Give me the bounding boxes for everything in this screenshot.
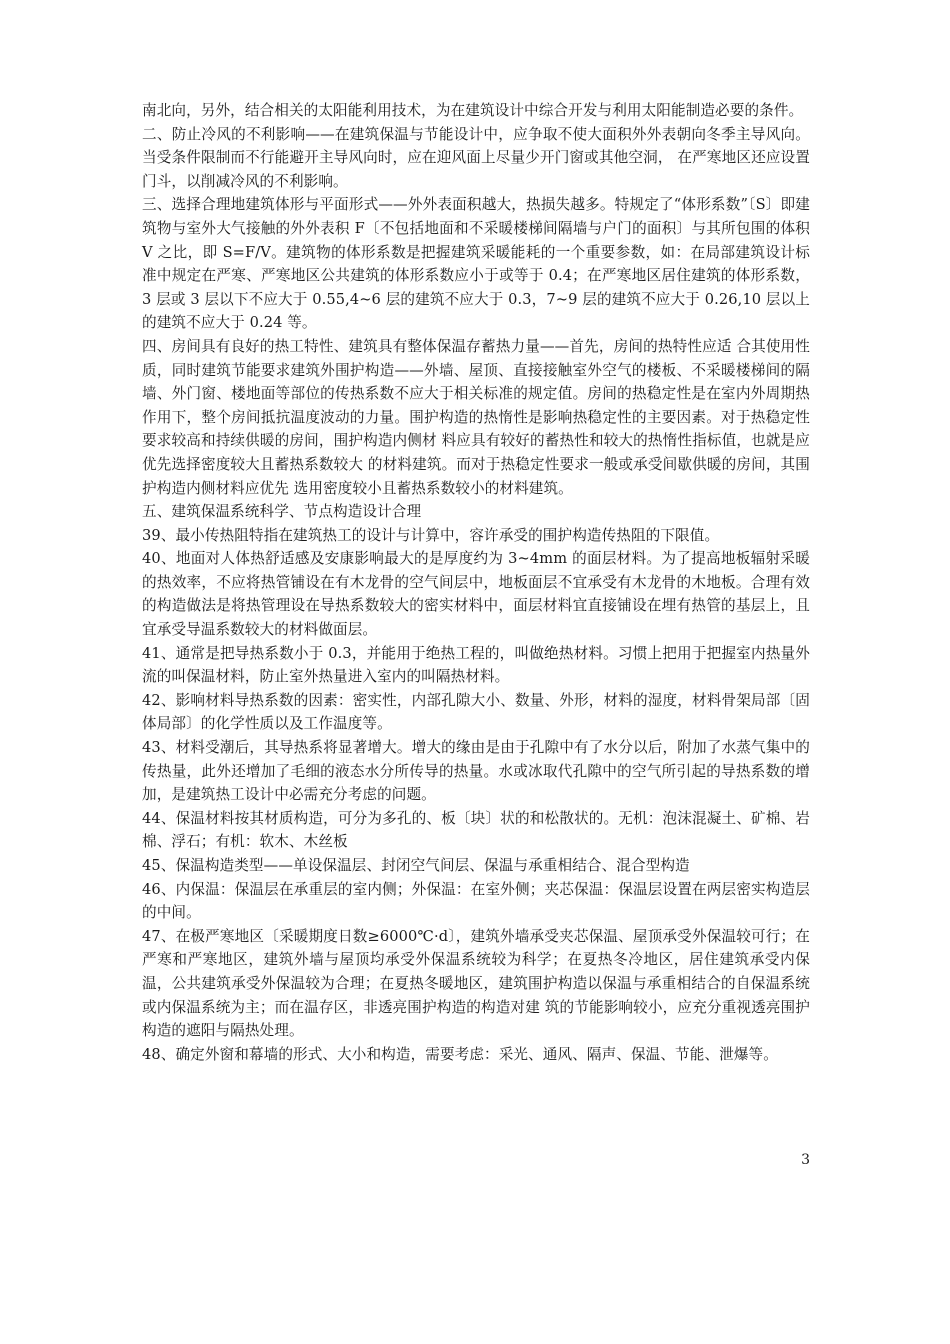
paragraph-48: 48、确定外窗和幕墙的形式、大小和构造，需要考虑：采光、通风、隔声、保温、节能、泄爆等。 [142, 1045, 778, 1063]
paragraph-41: 41、通常是把导热系数小于 0.3，并能用于绝热工程的，叫做绝热材料。习惯上把用于把握室内热量外流的叫保温材料，防止室外热量进入室内的叫隔热材料。 [142, 644, 810, 686]
paragraph-44: 44、保温材料按其材质构造，可分为多孔的、板〔块〕状的和松散状的。无机：泡沫混凝土、矿棉、岩棉、浮石；有机：软木、木丝板 [142, 809, 810, 851]
paragraph-43: 43、材料受潮后，其导热系将显著增大。增大的缘由是由于孔隙中有了水分以后，附加了水蒸气集中的传热量，此外还增加了毛细的液态水分所传导的热量。水或冰取代孔隙中的空气所引起的导热系数的增加，是建筑热工设计中必需充分考虑的问题。 [142, 739, 810, 804]
paragraph-39: 39、最小传热阻特指在建筑热工的设计与计算中，容许承受的围护构造传热阻的下限值。 [142, 526, 720, 544]
page-number: 3 [801, 1152, 810, 1168]
paragraph-item-3: 三、选择合理地建筑体形与平面形式——外外表面积越大，热损失越多。特规定了“体形系数”〔S〕即建筑物与室外大气接触的外外表积 F〔不包括地面和不采暖楼梯间隔墙与户门的面积〕与其所包围的体积 V 之比，即 S=F/V。建筑物的体形系数是把握建筑采暖能耗的一个重要参数，如：在局部建筑设计标准中规定在严寒、严寒地区公共建筑的体形系数应小于或等于 0.4；在严寒地区居住建筑的体形系数，3 层或 3 层以下不应大于 0.55,4~6 层的建筑不应大于 0.3，7~9 层的建筑不应大于 0.26,10 层以上的建筑不应大于 0.24 等。 [142, 196, 810, 332]
paragraph-42: 42、影响材料导热系数的因素：密实性，内部孔隙大小、数量、外形，材料的湿度，材料骨架局部〔固体局部〕的化学性质以及工作温度等。 [142, 691, 810, 733]
paragraph-47: 47、在极严寒地区〔采暖期度日数≥6000℃·d〕，建筑外墙承受夹芯保温、屋顶承受外保温较可行；在严寒和严寒地区，建筑外墙与屋顶均承受外保温系统较为科学；在夏热冬冷地区，居住建筑承受内保温，公共建筑承受外保温较为合理；在夏热冬暖地区，建筑围护构造以保温与承重相结合的自保温系统或内保温系统为主；而在温存区，非透亮围护构造的构造对建 筑的节能影响较小，应充分重视透亮围护构造的遮阳与隔热处理。 [142, 927, 810, 1040]
paragraph-item-4: 四、房间具有良好的热工特性、建筑具有整体保温存蓄热力量——首先，房间的热特性应适 合其使用性质，同时建筑节能要求建筑外围护构造——外墙、屋顶、直接接触室外空气的楼板、不采暖楼梯间的隔墙、外门窗、楼地面等部位的传热系数不应大于相关标准的规定值。房间的热稳定性是在室内外周期热作用下，整个房间抵抗温度波动的力量。围护构造的热惰性是影响热稳定性的主要因素。对于热稳定性要求较高和持续供暖的房间，围护构造内侧材 料应具有较好的蓄热性和较大的热惰性指标值，也就是应优先选择密度较大且蓄热系数较大 的材料建筑。而对于热稳定性要求一般或承受间歇供暖的房间，其围护构造内侧材料应优先 选用密度较小且蓄热系数较小的材料建筑。 [142, 337, 810, 497]
paragraph-continuation: 南北向，另外，结合相关的太阳能利用技术，为在建筑设计中综合开发与利用太阳能制造必要的条件。 [142, 102, 804, 119]
paragraph-item-2: 二、防止冷风的不利影响——在建筑保温与节能设计中，应争取不使大面积外外表朝向冬季主导风向。当受条件限制而不行能避开主导风向时，应在迎风面上尽量少开门窗或其他空洞， 在严寒地区还应设置门斗，以削减冷风的不利影响。 [142, 125, 810, 190]
body-text [142, 99, 810, 1066]
paragraph-45: 45、保温构造类型——单设保温层、封闭空气间层、保温与承重相结合、混合型构造 [142, 857, 690, 874]
paragraph-item-5: 五、建筑保温系统科学、节点构造设计合理 [142, 503, 422, 521]
paragraph-40: 40、地面对人体热舒适感及安康影响最大的是厚度约为 3~4mm 的面层材料。为了提高地板辐射采暖的热效率，不应将热管铺设在有木龙骨的空气间层中，地板面层不宜承受有木龙骨的木地板。合理有效的构造做法是将热管理设在导热系数较大的密实材料中，面层材料宜直接铺设在埋有热管的基层上，且宜承受导温系数较大的材料做面层。 [142, 550, 810, 639]
paragraph-46: 46、内保温：保温层在承重层的室内侧；外保温：在室外侧；夹芯保温：保温层设置在两层密实构造层的中间。 [142, 880, 810, 922]
